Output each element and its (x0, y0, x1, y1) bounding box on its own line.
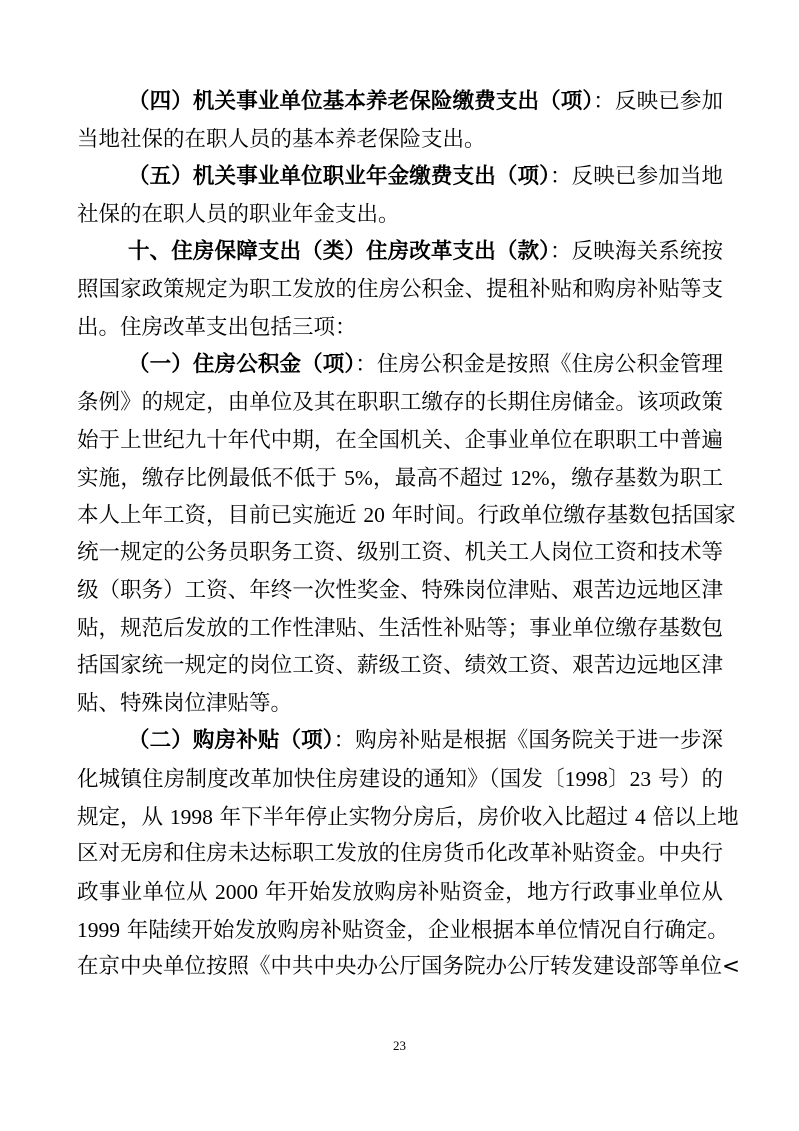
text-line (77, 459, 723, 497)
text-run: ：反映海关系统按 (550, 239, 723, 264)
text-run: 区对无房和住房未达标职工发放的住房货币化改革补贴资金。中央行 (77, 841, 723, 866)
text-run: 括国家统一规定的岗位工资、薪级工资、绩效工资、艰苦边远地区津 (77, 653, 723, 678)
text-run: 统一规定的公务员职务工资、级别工资、机关工人岗位工资和技术等 (77, 540, 723, 565)
text-line (77, 496, 736, 534)
text-line (77, 572, 723, 610)
text-run: 当地社保的在职人员的基本养老保险支出。 (77, 127, 486, 152)
text-run: 社保的在职人员的职业年金支出。 (77, 202, 400, 227)
text-run: 年陆续开始发放购房补贴资金，企业根据本单位情况自行确定。 (120, 918, 729, 943)
heading-text: （四）机关事业单位基本养老保险缴费支出（项） (128, 89, 594, 114)
text-run: 1998 (169, 805, 213, 829)
text-run: ：反映已参加 (593, 89, 723, 114)
text-run: 本人上年工资，目前已实施近 (77, 503, 364, 528)
text-run: 出。住房改革支出包括三项： (77, 315, 357, 340)
text-run: ：住房公积金是按照《住房公积金管理 (355, 352, 723, 377)
text-run: 12% (510, 466, 550, 490)
text-line (77, 534, 723, 572)
text-run: 规定，从 (77, 805, 170, 830)
text-line (128, 158, 723, 196)
text-run: 贴、特殊岗位津贴等。 (77, 691, 293, 716)
text-line (77, 271, 723, 309)
text-run: 条例》的规定，由单位及其在职职工缴存的长期住房储金。该项政策 (77, 390, 723, 415)
text-run: 4 (635, 805, 646, 829)
text-run: 20 (363, 503, 385, 527)
text-run: ：购房补贴是根据《国务院关于进一步深 (333, 728, 723, 753)
text-run: 年开始发放购房补贴资金，地方行政事业单位从 (258, 880, 723, 905)
heading-text: （五）机关事业单位职业年金缴费支出（项） (128, 164, 551, 189)
text-run: 2000 (215, 880, 259, 904)
heading-text: （二）购房补贴（项） (128, 728, 334, 753)
text-line (128, 83, 723, 121)
text-run: 化城镇住房制度改革加快住房建设的通知》（国发〔 (77, 767, 565, 792)
text-run: 〕 (607, 767, 630, 792)
text-line (77, 798, 739, 836)
text-run: 1999 (77, 918, 120, 942)
text-line (77, 384, 723, 422)
text-run: 23 (629, 767, 652, 791)
text-line (77, 309, 723, 347)
text-run: 照国家政策规定为职工发放的住房公积金、提租补贴和购房补贴等支 (77, 277, 723, 302)
text-run: 贴，规范后发放的工作性津贴、生活性补贴等；事业单位缴存基数包 (77, 616, 723, 641)
text-run: ，最高不超过 (372, 466, 511, 491)
text-line (77, 121, 723, 159)
text-run: 号）的 (651, 767, 723, 792)
text-run: 在京中央单位按照《中共中央办公厅国务院办公厅转发建设部等单位< (77, 954, 741, 979)
heading-text: 十、住房保障支出（类）住房改革支出（款） (128, 239, 551, 264)
text-run: 年时间。行政单位缴存基数包括国家 (384, 503, 736, 528)
heading-text: （一）住房公积金（项） (128, 352, 356, 377)
text-line (77, 911, 729, 949)
text-line (128, 722, 723, 760)
text-line (77, 948, 741, 986)
text-run: 年下半年停止实物分房后，房价收入比超过 (212, 805, 636, 830)
text-run: ：反映已参加当地 (550, 164, 723, 189)
text-run: 级（职务）工资、年终一次性奖金、特殊岗位津贴、艰苦边远地区津 (77, 578, 723, 603)
text-run: 1998 (564, 767, 608, 791)
text-line (77, 196, 723, 234)
text-line (128, 346, 723, 384)
text-line (77, 610, 723, 648)
text-run: 实施，缴存比例最低不低于 (77, 466, 345, 491)
text-line (77, 873, 723, 911)
text-run: ，缴存基数为职工 (549, 466, 723, 491)
text-run: 5% (344, 466, 373, 490)
text-line (77, 685, 723, 723)
text-line (77, 760, 723, 798)
page-number: 23 (393, 1038, 406, 1053)
text-line (77, 835, 723, 873)
text-line (77, 647, 723, 685)
text-run: 倍以上地 (645, 805, 739, 830)
text-run: 政事业单位从 (77, 880, 216, 905)
text-run: 始于上世纪九十年代中期，在全国机关、企事业单位在职职工中普遍 (77, 428, 723, 453)
text-line (128, 233, 723, 271)
text-line (77, 422, 723, 460)
